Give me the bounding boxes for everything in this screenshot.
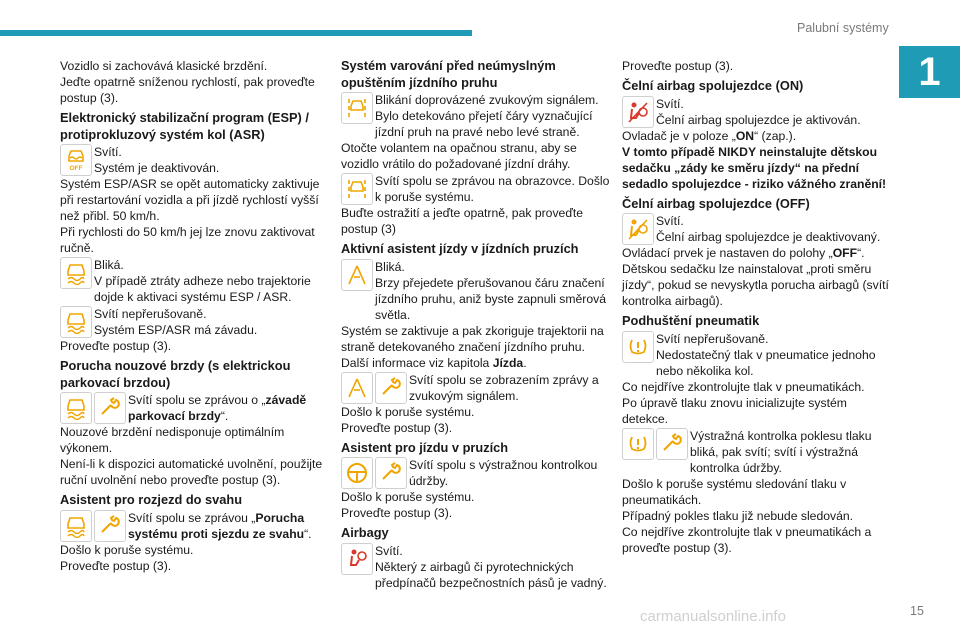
paragraph: Systém ESP/ASR se opět automaticky zaktivuje při restartování vozidla a při jízdě rychlostí vyšší než přibl. 50 km/h. (60, 177, 320, 223)
esp-skid-icon (60, 257, 92, 289)
paragraph: Některý z airbagů či pyrotechnických předpínačů bezpečnostních pásů je vadný. (375, 559, 607, 590)
paragraph: Jeďte opatrně sníženou rychlostí, pak proveďte postup (3). (60, 75, 315, 105)
paragraph: Proveďte postup (3). (341, 420, 453, 435)
heading-active-lane-assist: Aktivní asistent jízdy v jízdních pruzích (341, 241, 579, 256)
passenger-airbag-on-icon (622, 96, 654, 128)
paragraph: Ovládací prvek je nastaven do polohy „OFF“. (622, 246, 865, 260)
warning-entry (341, 543, 611, 591)
heading-lane-departure: Systém varování před neúmyslným opuštěním jízdního pruhu (341, 58, 556, 90)
watermark: carmanualsonline.info (640, 608, 786, 625)
esp-skid-icon (60, 392, 92, 424)
paragraph: Co nejdříve zkontrolujte tlak v pneumatikách a proveďte postup (3). (622, 524, 872, 555)
paragraph: Proveďte postup (3). (60, 339, 172, 353)
passenger-airbag-off-icon (622, 213, 654, 245)
paragraph: Svítí nepřerušovaně. (656, 331, 769, 346)
warning-entry (622, 331, 892, 379)
lane-keeping-icon (341, 372, 373, 404)
paragraph: Buďte ostražití a jeďte opatrně, pak proveďte postup (3) (341, 206, 583, 236)
paragraph: Svítí spolu se zprávou „Porucha systému proti sjezdu ze svahu“. (128, 510, 312, 541)
warning-entry (60, 144, 330, 176)
lane-departure-icon (341, 92, 373, 124)
paragraph: Svítí. (94, 145, 122, 159)
heading-hill-start: Asistent pro rozjezd do svahu (60, 492, 243, 507)
heading-passenger-airbag-on: Čelní airbag spolujezdce (ON) (622, 78, 804, 93)
heading-airbags: Airbagy (341, 525, 389, 540)
paragraph: Při rychlosti do 50 km/h jej lze znovu zaktivovat ručně. (60, 225, 315, 255)
service-wrench-icon (94, 392, 126, 424)
warning-entry (60, 306, 330, 338)
service-wrench-icon (656, 428, 688, 460)
paragraph: Čelní airbag spolujezdce je aktivován. (656, 112, 861, 127)
warning-entry (341, 92, 611, 140)
heading-traffic-jam-assist: Asistent pro jízdu v pruzích (341, 439, 509, 455)
paragraph: Otočte volantem na opačnou stranu, aby se vozidlo vrátilo do požadované jízdní dráhy. (341, 141, 577, 171)
service-wrench-icon (94, 510, 126, 542)
esp-off-icon (60, 144, 92, 176)
paragraph: Systém ESP/ASR má závadu. (94, 323, 258, 337)
paragraph: Dětskou sedačku lze nainstalovat „proti směru jízdy“, pokud se nevyskytla porucha airbagů (svítí kontrolka airbagů). (622, 262, 889, 308)
paragraph: Po úpravě tlaku znovu inicializujte systém detekce. (622, 395, 847, 426)
tyre-pressure-icon (622, 428, 654, 460)
steering-wheel-icon (341, 457, 373, 489)
paragraph: Nouzové brzdění nedisponuje optimálním výkonem. (60, 425, 285, 455)
lane-departure-icon (341, 173, 373, 205)
svg-text:OFF: OFF (69, 165, 83, 172)
paragraph: Co nejdříve zkontrolujte tlak v pneumatikách. (622, 379, 865, 394)
warning-entry (341, 372, 611, 404)
warning-entry (60, 392, 330, 424)
paragraph: Svítí spolu se zprávou o „závadě parkovací brzdy“. (128, 393, 307, 423)
paragraph: Případný pokles tlaku již nebude sledován. (622, 508, 854, 523)
paragraph: Svítí spolu se zobrazením zprávy a zvukovým signálem. (409, 372, 599, 403)
heading-esp: Elektronický stabilizační program (ESP) / protiprokluzový systém kol (ASR) (60, 110, 309, 142)
paragraph: Došlo k poruše systému. (60, 542, 194, 557)
warning-entry (341, 457, 611, 489)
paragraph: Další informace viz kapitola Jízda. (341, 355, 527, 370)
header-accent-bar (0, 30, 472, 36)
warning-entry (622, 213, 892, 245)
column-2 (341, 58, 611, 591)
esp-skid-icon (60, 510, 92, 542)
paragraph: Bliká. (94, 258, 124, 272)
safety-warning: V tomto případě NIKDY neinstalujte dětskou sedačku „zády ke směru jízdy“ na přední sedadlo spolujezdce - riziko vážného zranění! (622, 144, 887, 191)
paragraph: Došlo k poruše systému. (341, 404, 475, 419)
paragraph: Proveďte postup (3). (60, 558, 172, 573)
section-title: Palubní systémy (797, 21, 889, 35)
paragraph: Čelní airbag spolujezdce je deaktivovaný. (656, 230, 881, 244)
tyre-pressure-icon (622, 331, 654, 363)
paragraph: Svítí. (375, 543, 403, 558)
warning-entry (622, 428, 892, 476)
column-3 (622, 58, 892, 556)
paragraph: Svítí spolu s výstražnou kontrolkou údržby. (409, 458, 598, 488)
warning-entry (341, 173, 611, 205)
paragraph: Brzy přejedete přerušovanou čáru značení jízdního pruhu, aniž byste zapnuli směrová světla. (375, 275, 607, 322)
warning-entry (622, 96, 892, 128)
paragraph: Proveďte postup (3). (622, 59, 734, 73)
airbag-icon (341, 543, 373, 575)
warning-entry (60, 510, 330, 542)
paragraph: Výstražná kontrolka poklesu tlaku bliká, pak svítí; svítí i výstražná kontrolka údržby. (690, 428, 872, 475)
paragraph: Nedostatečný tlak v pneumatice jednoho nebo několika kol. (656, 347, 876, 378)
heading-emergency-brake: Porucha nouzové brzdy (s elektrickou parkovací brzdou) (60, 358, 291, 390)
warning-entry (60, 257, 330, 305)
paragraph: Svítí. (656, 96, 684, 111)
paragraph: Došlo k poruše systému. (341, 490, 475, 504)
lane-keeping-icon (341, 259, 373, 291)
warning-entry (341, 259, 611, 323)
paragraph: Svítí nepřerušovaně. (94, 307, 207, 321)
service-wrench-icon (375, 457, 407, 489)
paragraph: Svítí spolu se zprávou na obrazovce. Došlo k poruše systému. (375, 174, 610, 204)
paragraph: Systém se zaktivuje a pak zkoriguje trajektorii na straně detekovaného značení jízdního pruhu. (341, 323, 604, 354)
esp-skid-icon (60, 306, 92, 338)
paragraph: Bliká. (375, 259, 405, 274)
paragraph: Došlo k poruše systému sledování tlaku v pneumatikách. (622, 476, 847, 507)
paragraph: Svítí. (656, 214, 684, 228)
heading-passenger-airbag-off: Čelní airbag spolujezdce (OFF) (622, 195, 810, 211)
paragraph: Proveďte postup (3). (341, 506, 453, 520)
chapter-tab: 1 (899, 46, 960, 98)
paragraph: V případě ztráty adheze nebo trajektorie dojde k aktivaci systému ESP / ASR. (94, 274, 311, 304)
paragraph: Blikání doprovázené zvukovým signálem. Bylo detekováno přejetí čáry vyznačující jízdní pruh na pravé nebo levé straně. (375, 93, 599, 139)
column-1 (60, 58, 330, 574)
paragraph: Systém je deaktivován. (94, 161, 220, 175)
service-wrench-icon (375, 372, 407, 404)
paragraph: Není-li k dispozici automatické uvolnění, použijte ruční uvolnění nebo proveďte postup (3). (60, 457, 323, 487)
heading-tyre-underinflation: Podhuštění pneumatik (622, 313, 760, 328)
page-number: 15 (910, 604, 924, 618)
paragraph: Vozidlo si zachovává klasické brzdění. (60, 59, 268, 73)
paragraph: Ovladač je v poloze „ON“ (zap.). (622, 128, 797, 143)
